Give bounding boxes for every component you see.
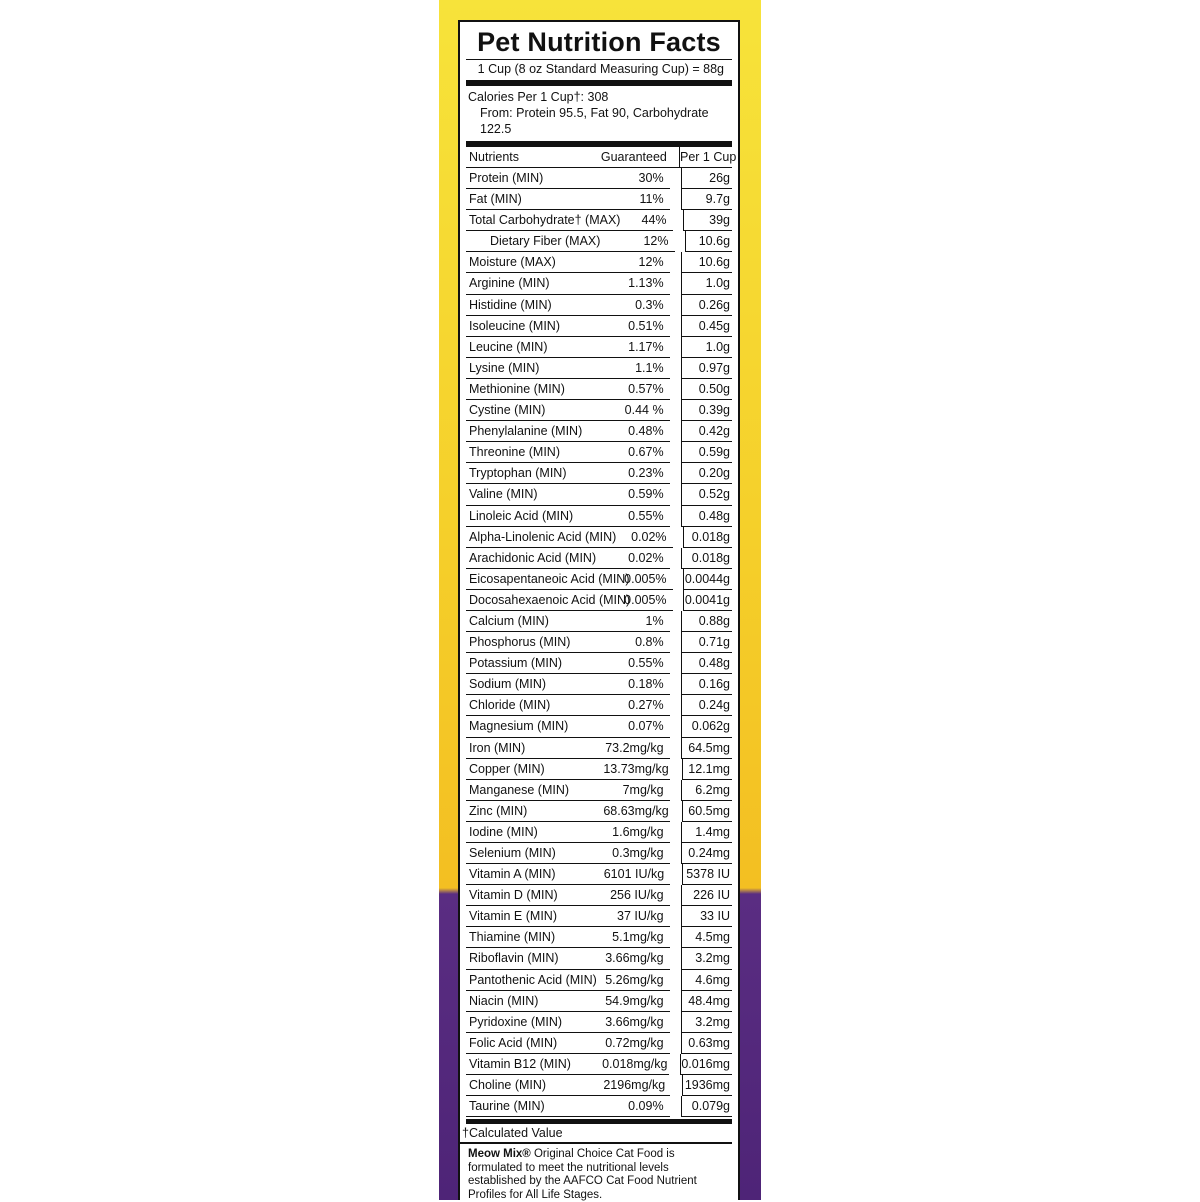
- guaranteed-value: 1.17%: [605, 337, 669, 358]
- guaranteed-value: 0.59%: [605, 484, 669, 505]
- guaranteed-value: 3.66mg/kg: [605, 948, 669, 969]
- nutrient-name: Lysine (MIN): [466, 358, 605, 379]
- table-row: [466, 421, 732, 442]
- nutrient-name: Vitamin A (MIN): [466, 864, 604, 885]
- per-cup-value: 0.50g: [681, 379, 732, 400]
- table-row: [466, 716, 732, 737]
- nutrient-name: Isoleucine (MIN): [466, 316, 605, 337]
- nutrient-table: [460, 168, 738, 1117]
- per-cup-value: 12.1mg: [682, 759, 732, 780]
- brand-name: Meow Mix®: [468, 1148, 531, 1161]
- nutrient-name: Fat (MIN): [466, 189, 605, 210]
- nutrient-name: Iodine (MIN): [466, 822, 605, 843]
- per-cup-value: 0.0041g: [683, 590, 732, 611]
- guaranteed-value: 0.02%: [611, 527, 673, 548]
- guaranteed-value: 12%: [605, 252, 669, 273]
- guaranteed-value: 1.1%: [605, 358, 669, 379]
- guaranteed-value: 68.63mg/kg: [603, 801, 670, 822]
- per-cup-value: 10.6g: [681, 252, 732, 273]
- guaranteed-value: 54.9mg/kg: [605, 991, 669, 1012]
- table-row: [466, 569, 732, 590]
- table-row: [466, 1033, 732, 1054]
- nutrient-name: Pyridoxine (MIN): [466, 1012, 605, 1033]
- nutrient-name: Linoleic Acid (MIN): [466, 506, 605, 527]
- table-row: [466, 864, 732, 885]
- per-cup-value: 64.5mg: [681, 738, 732, 759]
- nutrient-name: Iron (MIN): [466, 738, 605, 759]
- nutrition-facts-panel: [458, 20, 740, 1200]
- table-row: [466, 611, 732, 632]
- nutrient-name: Thiamine (MIN): [466, 927, 605, 948]
- nutrient-name: Phenylalanine (MIN): [466, 421, 605, 442]
- table-row: [466, 168, 732, 189]
- per-cup-value: 0.16g: [681, 674, 732, 695]
- nutrient-name: Eicosapentaneoic Acid (MIN): [466, 569, 611, 590]
- guaranteed-value: 11%: [605, 189, 669, 210]
- table-row: [466, 632, 732, 653]
- per-cup-value: 39g: [683, 210, 732, 231]
- table-row: [466, 252, 732, 273]
- footnote: †Calculated Value: [460, 1124, 732, 1144]
- table-row: [466, 759, 732, 780]
- per-cup-value: 1.4mg: [681, 822, 732, 843]
- table-row: [466, 1012, 732, 1033]
- nutrient-name: Taurine (MIN): [466, 1096, 605, 1117]
- per-cup-value: 1.0g: [681, 337, 732, 358]
- nutrient-name: Choline (MIN): [466, 1075, 603, 1096]
- table-row: [466, 295, 732, 316]
- table-row: [466, 991, 732, 1012]
- nutrient-name: Alpha-Linolenic Acid (MIN): [466, 527, 611, 548]
- guaranteed-value: 1%: [605, 611, 669, 632]
- nutrient-name: Valine (MIN): [466, 484, 605, 505]
- per-cup-value: 0.63mg: [681, 1033, 732, 1054]
- table-row: [466, 780, 732, 801]
- aafco-statement: [460, 1144, 738, 1202]
- table-row: [466, 548, 732, 569]
- calories-per-cup: Calories Per 1 Cup†: 308: [468, 90, 609, 104]
- per-cup-value: 6.2mg: [681, 780, 732, 801]
- guaranteed-value: 0.07%: [605, 716, 669, 737]
- table-row: [466, 316, 732, 337]
- guaranteed-value: 3.66mg/kg: [605, 1012, 669, 1033]
- nutrient-name: Copper (MIN): [466, 759, 603, 780]
- nutrient-name: Moisture (MAX): [466, 252, 605, 273]
- nutrient-name: Methionine (MIN): [466, 379, 605, 400]
- nutrient-name: Sodium (MIN): [466, 674, 605, 695]
- guaranteed-value: 6101 IU/kg: [604, 864, 670, 885]
- table-row: [466, 1054, 732, 1075]
- table-row: [466, 695, 732, 716]
- guaranteed-value: 13.73mg/kg: [603, 759, 670, 780]
- table-row: [466, 484, 732, 505]
- nutrient-name: Dietary Fiber (MAX): [466, 231, 615, 252]
- guaranteed-value: 0.018mg/kg: [602, 1054, 669, 1075]
- guaranteed-value: 0.09%: [605, 1096, 669, 1117]
- statement-text: Original Choice Cat Food is formulated to meet the nutritional levels established by the AAFCO Cat Food Nutrient Profiles for All Life Stages.: [468, 1148, 697, 1201]
- guaranteed-value: 12%: [615, 231, 675, 252]
- per-cup-value: 0.24g: [681, 695, 732, 716]
- header-guaranteed: Guaranteed: [600, 150, 667, 164]
- per-cup-value: 0.0044g: [683, 569, 732, 590]
- nutrient-name: Calcium (MIN): [466, 611, 605, 632]
- nutrient-name: Cystine (MIN): [466, 400, 605, 421]
- per-cup-value: 60.5mg: [682, 801, 732, 822]
- nutrient-name: Manganese (MIN): [466, 780, 605, 801]
- table-row: [466, 674, 732, 695]
- table-row: [466, 843, 732, 864]
- table-row: [466, 822, 732, 843]
- guaranteed-value: 0.18%: [605, 674, 669, 695]
- table-row: [466, 400, 732, 421]
- guaranteed-value: 0.55%: [605, 653, 669, 674]
- table-row: [466, 379, 732, 400]
- nutrient-name: Phosphorus (MIN): [466, 632, 605, 653]
- header-nutrients: Nutrients: [469, 150, 520, 164]
- table-row: [466, 590, 732, 611]
- per-cup-value: 0.26g: [681, 295, 732, 316]
- table-row: [466, 927, 732, 948]
- guaranteed-value: 5.1mg/kg: [605, 927, 669, 948]
- per-cup-value: 0.062g: [681, 716, 732, 737]
- guaranteed-value: 0.3mg/kg: [605, 843, 669, 864]
- nutrient-name: Arginine (MIN): [466, 273, 605, 294]
- nutrient-name: Leucine (MIN): [466, 337, 605, 358]
- table-row: [466, 801, 732, 822]
- table-row: [466, 189, 732, 210]
- guaranteed-value: 73.2mg/kg: [605, 738, 669, 759]
- per-cup-value: 0.018g: [683, 527, 732, 548]
- calories-breakdown: From: Protein 95.5, Fat 90, Carbohydrate 122.5: [480, 106, 709, 136]
- per-cup-value: 0.97g: [681, 358, 732, 379]
- table-row: [466, 210, 732, 231]
- per-cup-value: 0.42g: [681, 421, 732, 442]
- table-row: [466, 337, 732, 358]
- nutrient-name: Histidine (MIN): [466, 295, 605, 316]
- serving-size: 1 Cup (8 oz Standard Measuring Cup) = 88g: [466, 59, 732, 80]
- per-cup-value: 0.39g: [681, 400, 732, 421]
- table-row: [466, 653, 732, 674]
- guaranteed-value: 0.005%: [611, 590, 673, 611]
- nutrient-name: Potassium (MIN): [466, 653, 605, 674]
- table-row: [466, 738, 732, 759]
- guaranteed-value: 0.8%: [605, 632, 669, 653]
- table-row: [466, 358, 732, 379]
- table-header: [466, 147, 737, 168]
- nutrient-name: Chloride (MIN): [466, 695, 605, 716]
- guaranteed-value: 0.3%: [605, 295, 669, 316]
- nutrient-name: Docosahexaenoic Acid (MIN): [466, 590, 611, 611]
- guaranteed-value: 44%: [611, 210, 673, 231]
- per-cup-value: 26g: [681, 168, 732, 189]
- per-cup-value: 3.2mg: [681, 948, 732, 969]
- guaranteed-value: 2196mg/kg: [603, 1075, 670, 1096]
- per-cup-value: 0.016mg: [680, 1054, 732, 1075]
- guaranteed-value: 37 IU/kg: [605, 906, 669, 927]
- per-cup-value: 48.4mg: [681, 991, 732, 1012]
- guaranteed-value: 0.51%: [605, 316, 669, 337]
- nutrient-name: Vitamin E (MIN): [466, 906, 605, 927]
- table-row: [466, 885, 732, 906]
- per-cup-value: 1.0g: [681, 273, 732, 294]
- guaranteed-value: 1.13%: [605, 273, 669, 294]
- table-row: [466, 970, 732, 991]
- table-row: [466, 948, 732, 969]
- guaranteed-value: 0.55%: [605, 506, 669, 527]
- per-cup-value: 0.018g: [681, 548, 732, 569]
- nutrient-name: Vitamin D (MIN): [466, 885, 605, 906]
- per-cup-value: 226 IU: [681, 885, 732, 906]
- header-per-cup: Per 1 Cup: [679, 147, 732, 167]
- table-row: [466, 527, 732, 548]
- panel-title: Pet Nutrition Facts: [477, 27, 721, 57]
- guaranteed-value: 0.67%: [605, 442, 669, 463]
- nutrient-name: Protein (MIN): [466, 168, 605, 189]
- per-cup-value: 0.45g: [681, 316, 732, 337]
- table-row: [466, 231, 732, 252]
- nutrient-name: Niacin (MIN): [466, 991, 605, 1012]
- per-cup-value: 0.52g: [681, 484, 732, 505]
- per-cup-value: 9.7g: [681, 189, 732, 210]
- guaranteed-value: 1.6mg/kg: [605, 822, 669, 843]
- nutrient-name: Tryptophan (MIN): [466, 463, 605, 484]
- per-cup-value: 5378 IU: [682, 864, 732, 885]
- nutrient-name: Riboflavin (MIN): [466, 948, 605, 969]
- guaranteed-value: 256 IU/kg: [605, 885, 669, 906]
- per-cup-value: 3.2mg: [681, 1012, 732, 1033]
- per-cup-value: 4.6mg: [681, 970, 732, 991]
- guaranteed-value: 7mg/kg: [605, 780, 669, 801]
- per-cup-value: 0.48g: [681, 653, 732, 674]
- per-cup-value: 0.079g: [681, 1096, 732, 1117]
- per-cup-value: 0.71g: [681, 632, 732, 653]
- guaranteed-value: 0.72mg/kg: [605, 1033, 669, 1054]
- nutrient-name: Magnesium (MIN): [466, 716, 605, 737]
- nutrient-name: Total Carbohydrate† (MAX): [466, 210, 611, 231]
- guaranteed-value: 0.27%: [605, 695, 669, 716]
- nutrient-name: Arachidonic Acid (MIN): [466, 548, 605, 569]
- per-cup-value: 0.48g: [681, 506, 732, 527]
- per-cup-value: 0.20g: [681, 463, 732, 484]
- nutrient-name: Threonine (MIN): [466, 442, 605, 463]
- guaranteed-value: 0.57%: [605, 379, 669, 400]
- guaranteed-value: 0.02%: [605, 548, 669, 569]
- per-cup-value: 0.59g: [681, 442, 732, 463]
- table-row: [466, 906, 732, 927]
- per-cup-value: 1936mg: [682, 1075, 732, 1096]
- table-row: [466, 442, 732, 463]
- guaranteed-value: 0.44 %: [605, 400, 669, 421]
- nutrient-name: Pantothenic Acid (MIN): [466, 970, 605, 991]
- table-row: [466, 463, 732, 484]
- nutrient-name: Vitamin B12 (MIN): [466, 1054, 602, 1075]
- table-row: [466, 506, 732, 527]
- guaranteed-value: 30%: [605, 168, 669, 189]
- table-row: [466, 1075, 732, 1096]
- nutrient-name: Folic Acid (MIN): [466, 1033, 605, 1054]
- guaranteed-value: 0.48%: [605, 421, 669, 442]
- nutrient-name: Zinc (MIN): [466, 801, 603, 822]
- calories-block: [460, 86, 738, 141]
- guaranteed-value: 0.23%: [605, 463, 669, 484]
- per-cup-value: 10.6g: [685, 231, 732, 252]
- guaranteed-value: 5.26mg/kg: [605, 970, 669, 991]
- table-row: [466, 1096, 732, 1117]
- nutrient-name: Selenium (MIN): [466, 843, 605, 864]
- per-cup-value: 0.24mg: [681, 843, 732, 864]
- guaranteed-value: 0.005%: [611, 569, 673, 590]
- table-row: [466, 273, 732, 294]
- per-cup-value: 33 IU: [681, 906, 732, 927]
- per-cup-value: 4.5mg: [681, 927, 732, 948]
- per-cup-value: 0.88g: [681, 611, 732, 632]
